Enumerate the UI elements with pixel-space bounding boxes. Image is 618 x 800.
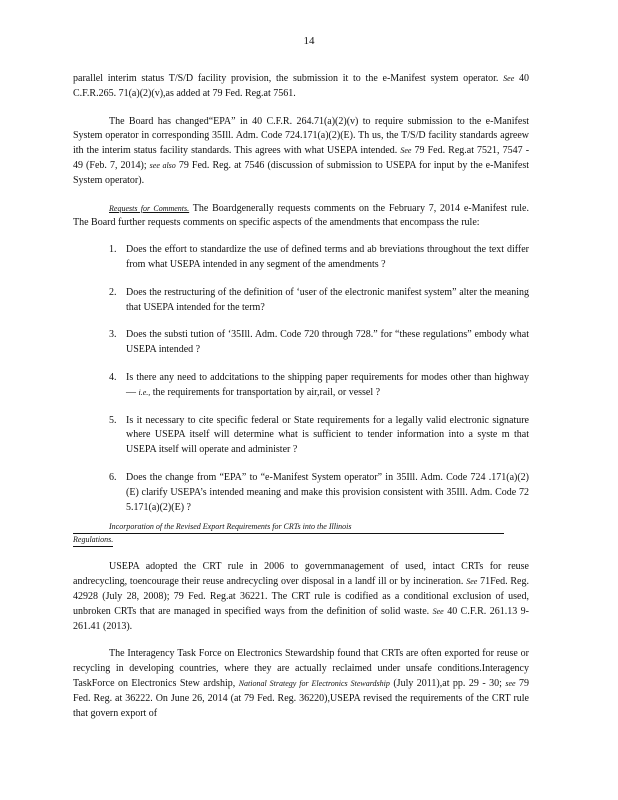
paragraph-task-force — [73, 647, 529, 721]
item-number: 4. — [109, 371, 117, 383]
paragraph-text: USEPA adopted the CRT rule in 2006 to governmanagement of used, intact CRTs for reuse andrecycling, toencourage their reuse andrecycling over disposal in a landf ill or by incineration. — [73, 561, 529, 588]
list-item — [73, 328, 529, 358]
paragraph-usepa-adopted — [73, 560, 529, 634]
paragraph-requests — [73, 202, 529, 232]
item-text: Does the effort to standardize the use of defined terms and ab breviations throughout the text differ from what USEPA intended in any segment of the amendments ? — [126, 244, 529, 270]
item-number: 2. — [109, 286, 117, 298]
paragraph-text: The Boardgenerally requests comments on the February 7, 2014 e-Manifest rule. The Board further requests comments on specific aspects of the amendments that encompass the rule: — [73, 202, 529, 229]
citation: 40 C.F.R. 261.13 9- 261.41 (2013). — [73, 605, 530, 632]
heading-line-1: Incorporation of the Revised Export Requirements for CRTs into the Illinois — [73, 521, 504, 534]
signal-ie: i.e., — [138, 387, 151, 397]
heading-line-2: Regulations. — [73, 534, 113, 547]
paragraph-text: 79 Fed. Reg. at 36222. On June 26, 2014 (at 79 Fed. Reg. 36220),USEPA revised the requirements of the CRT rule that govern export of — [73, 677, 530, 719]
list-item — [73, 371, 529, 401]
paragraph-board-changed — [73, 115, 529, 189]
citation: (July 2011),at pp. 29 - 30; — [393, 677, 502, 689]
citation: 79 Fed. Reg.at 7521, 7547 - 49 (Feb. 7, 2014); — [73, 145, 530, 171]
questions-list — [73, 243, 529, 515]
page-number: 14 — [303, 35, 315, 47]
list-item — [73, 414, 529, 458]
list-item — [73, 286, 529, 316]
list-item — [73, 471, 529, 515]
signal-see: see — [505, 678, 516, 688]
item-text: Does the restructuring of the definition of ‘user of the electronic manifest system” alter the meaning that USEPA intended for the term? — [126, 286, 529, 313]
signal-see: See — [400, 146, 412, 156]
citation: 40 C.F.R.265. 71(a)(2)(v),as added at 79 Fed. Reg.at 7561. — [73, 73, 529, 99]
paragraph-text: 71Fed. Reg. 42928 (July 28, 2008); 79 Fed. Reg.at 36221. The CRT rule is codified as a conditional exclusion of used, unbroken CRTs that are managed in specified ways from the definition of solid waste. — [73, 576, 529, 617]
paragraph-text: parallel interim status T/S/D facility provision, the submission it to the e-Manifest system operator. — [73, 73, 499, 84]
paragraph-parallel-interim — [73, 72, 529, 102]
item-text: Does the change from “EPA” to “e-Manifest System operator” in 35Ill. Adm. Code 724 .171(a)(2)(E) clarify USEPA’s intended meaning and make this provision consistent with 35Ill. Adm. Code 72 5.171(a)(2)(E) ? — [126, 471, 529, 513]
item-number: 5. — [109, 414, 117, 426]
paragraph-text: The Board has changed“EPA” in 40 C.F.R. 264.71(a)(2)(v) to require submission to the e-Manifest System operator in corresponding 35Ill. Adm. Code 724.171(a)(2)(E). Th us, the T/S/D facility standards agreew ith the interim status facility standards. This agrees with what USEPA intended. — [73, 115, 529, 157]
item-number: 1. — [109, 244, 117, 256]
signal-see: See — [432, 606, 444, 616]
item-text: Is it necessary to cite specific federal or State requirements for a legally valid electronic signature where USEPA itself will determine what is sufficient to tender information into a syste m that USEPA itself will operate and administer ? — [126, 414, 529, 456]
document-body — [73, 72, 529, 721]
signal-see: See — [466, 577, 478, 587]
signal-see-also: see also — [149, 160, 176, 170]
signal-see: See — [503, 74, 515, 83]
list-item — [73, 243, 529, 273]
incorporation-heading — [73, 521, 529, 547]
publication-title: National Strategy for Electronics Stewardship — [238, 678, 390, 688]
item-text: the requirements for transportation by air,rail, or vessel ? — [152, 386, 381, 398]
item-number: 3. — [109, 329, 117, 341]
item-text: Does the substi tution of ‘35Ill. Adm. Code 720 through 728.” for “these regulations” embody what USEPA intended ? — [126, 329, 529, 356]
requests-heading: Requests for Comments. — [109, 203, 190, 213]
citation: 79 Fed. Reg. at 7546 (discussion of submission to USEPA for input by the e-Manifest System operator). — [73, 159, 529, 186]
item-text: Is there any need to addcitations to the shipping paper requirements for modes other than highway — — [126, 371, 529, 398]
item-number: 6. — [109, 471, 117, 483]
paragraph-text: The Interagency Task Force on Electronics Stewardship found that CRTs are often exported for reuse or recycling in developing countries, where they are actually reclaimed under unsafe conditions.Interagency TaskForce on Electronics Stew ardship, — [73, 648, 529, 689]
